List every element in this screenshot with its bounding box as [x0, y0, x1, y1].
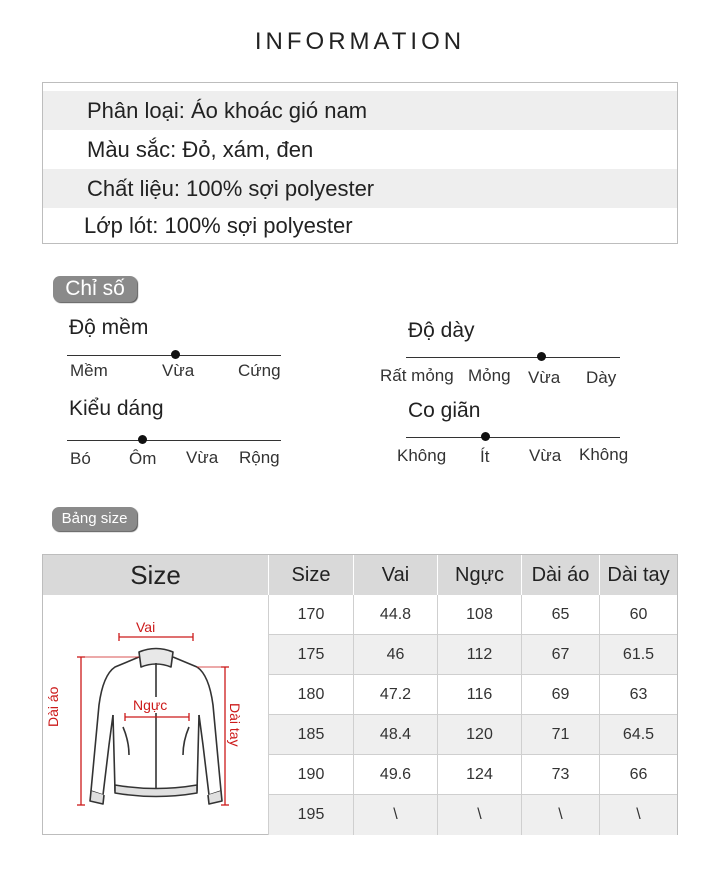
- stretch-marker: [481, 432, 490, 441]
- shoulder-cell: 46: [354, 635, 438, 675]
- softness-label: Vừa: [162, 361, 195, 380]
- thickness-scale-line: [406, 357, 620, 358]
- shoulder-cell: 47.2: [354, 675, 438, 715]
- length-cell: 65: [522, 595, 600, 635]
- size-cell: 190: [269, 755, 354, 795]
- sleeve-cell: 61.5: [600, 635, 677, 675]
- chest-cell: 124: [438, 755, 522, 795]
- size-cell: 180: [269, 675, 354, 715]
- softness-title: Độ mềm: [69, 316, 149, 339]
- thickness-label: Dày: [586, 368, 617, 387]
- length-label: Dài áo: [45, 686, 61, 727]
- stretch-label: Vừa: [529, 446, 562, 465]
- size-cell: 195: [269, 795, 354, 835]
- size-table: [42, 554, 678, 835]
- stretch-title: Co giãn: [408, 399, 481, 422]
- length-cell: 71: [522, 715, 600, 755]
- softness-marker: [171, 350, 180, 359]
- info-row: [43, 130, 677, 169]
- thickness-label: Mỏng: [468, 366, 511, 385]
- size-cell: 185: [269, 715, 354, 755]
- stretch-label: Không: [397, 446, 447, 465]
- thickness-label: Rất mỏng: [380, 366, 454, 385]
- sleeve-cell: 60: [600, 595, 677, 635]
- info-type: Phân loại: Áo khoác gió nam: [87, 98, 368, 123]
- size-table-header: Ngực: [438, 555, 522, 595]
- length-cell: 67: [522, 635, 600, 675]
- length-cell: 69: [522, 675, 600, 715]
- info-color: Màu sắc: Đỏ, xám, đen: [87, 137, 314, 162]
- chest-cell: \: [438, 795, 522, 835]
- thickness-title: Độ dày: [408, 319, 475, 342]
- size-chart-badge: Bảng size: [52, 507, 137, 531]
- info-material: Chất liệu: 100% sợi polyester: [87, 176, 375, 201]
- fit-label: Rộng: [239, 448, 280, 467]
- chest-cell: 112: [438, 635, 522, 675]
- jacket-diagram: [43, 595, 269, 835]
- size-table-header: Size: [269, 555, 354, 595]
- length-cell: \: [522, 795, 600, 835]
- size-table-header: Dài tay: [600, 555, 677, 595]
- size-table-header: Size: [43, 555, 269, 595]
- chest-cell: 120: [438, 715, 522, 755]
- thickness-label: Vừa: [528, 368, 561, 387]
- stretch-label: Ít: [480, 447, 490, 466]
- fit-title: Kiểu dáng: [69, 397, 164, 420]
- info-row: [43, 91, 677, 130]
- shoulder-cell: 48.4: [354, 715, 438, 755]
- info-row: [43, 169, 677, 208]
- softness-label: Mềm: [70, 361, 108, 380]
- length-cell: 73: [522, 755, 600, 795]
- sleeve-label: Dài tay: [227, 703, 243, 747]
- indices-badge: Chỉ số: [53, 276, 137, 302]
- chest-cell: 116: [438, 675, 522, 715]
- fit-label: Ôm: [129, 449, 157, 468]
- info-box: [42, 82, 678, 244]
- shoulder-cell: \: [354, 795, 438, 835]
- size-table-header: Vai: [354, 555, 438, 595]
- chest-cell: 108: [438, 595, 522, 635]
- size-cell: 170: [269, 595, 354, 635]
- page-title: INFORMATION: [254, 28, 466, 55]
- sleeve-cell: 66: [600, 755, 677, 795]
- fit-scale-line: [67, 440, 281, 441]
- softness-label: Cứng: [238, 361, 281, 380]
- shoulder-label: Vai: [136, 619, 156, 635]
- shoulder-cell: 49.6: [354, 755, 438, 795]
- chest-label: Ngực: [133, 697, 168, 713]
- stretch-scale-line: [406, 437, 620, 438]
- size-cell: 175: [269, 635, 354, 675]
- info-row: [43, 206, 677, 245]
- info-lining: Lớp lót: 100% sợi polyester: [84, 213, 353, 238]
- sleeve-cell: 64.5: [600, 715, 677, 755]
- thickness-marker: [537, 352, 546, 361]
- size-table-header: Dài áo: [522, 555, 600, 595]
- sleeve-cell: 63: [600, 675, 677, 715]
- fit-marker: [138, 435, 147, 444]
- stretch-label: Không: [579, 445, 629, 464]
- sleeve-cell: \: [600, 795, 677, 835]
- fit-label: Vừa: [186, 448, 219, 467]
- fit-label: Bó: [70, 449, 91, 468]
- shoulder-cell: 44.8: [354, 595, 438, 635]
